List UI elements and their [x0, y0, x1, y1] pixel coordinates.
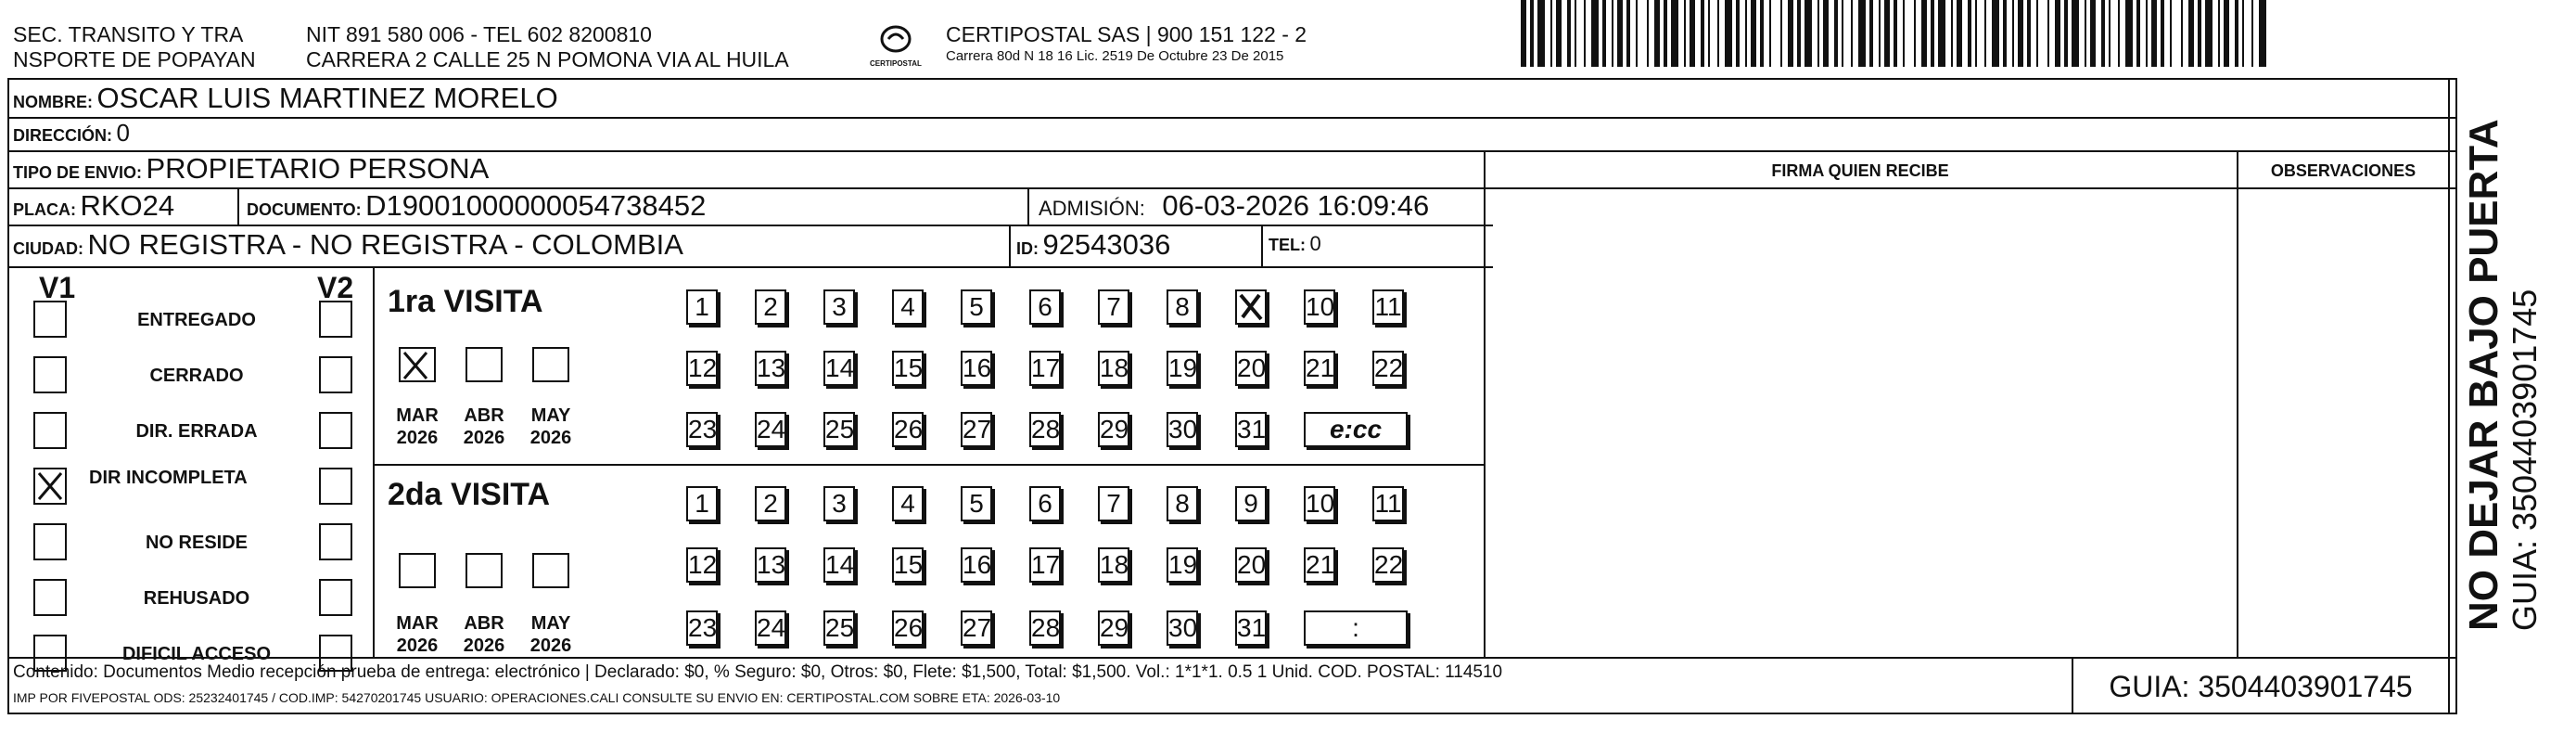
barcode-bar [1817, 0, 1819, 67]
first-visit-day[interactable]: 20 [1235, 351, 1267, 386]
status-v2-checkbox[interactable] [319, 356, 352, 393]
status-v1-checkbox[interactable] [33, 523, 67, 560]
barcode-bar [1736, 0, 1740, 67]
barcode-bar [1823, 0, 1829, 67]
first-visit-day[interactable]: 11 [1372, 289, 1404, 325]
first-visit-day[interactable] [1235, 289, 1267, 325]
first-visit-day[interactable]: 19 [1167, 351, 1198, 386]
barcode-bar [1575, 0, 1576, 67]
observaciones-header: OBSERVACIONES [2270, 161, 2417, 180]
second-visit-day[interactable]: 22 [1372, 547, 1404, 583]
barcode-bar [1992, 0, 1999, 67]
barcode-bar [1708, 0, 1710, 67]
tel-value: 0 [1309, 232, 1321, 255]
status-label: REHUSADO [143, 588, 250, 609]
firma-header: FIRMA QUIEN RECIBE [1771, 161, 1949, 180]
month-first-checkbox[interactable] [399, 347, 436, 382]
barcode-bar [1780, 0, 1782, 67]
nombre-label: NOMBRE: [13, 93, 93, 111]
second-visit-day[interactable]: 15 [892, 547, 924, 583]
nombre-value: OSCAR LUIS MARTINEZ MORELO [96, 82, 558, 114]
side-text [2462, 111, 2544, 631]
first-visit-day[interactable]: 7 [1098, 289, 1129, 325]
barcode-bar [2036, 0, 2038, 67]
barcode-bar [1537, 0, 1545, 67]
first-visit-day[interactable]: 21 [1304, 351, 1335, 386]
ciudad-value: NO REGISTRA - NO REGISTRA - COLOMBIA [87, 228, 683, 261]
barcode-bar [2151, 0, 2157, 67]
barcode-bar [2012, 0, 2014, 67]
month-first-checkbox[interactable] [532, 347, 569, 382]
first-visit-day[interactable]: 27 [961, 412, 992, 447]
barcode-bar [2003, 0, 2007, 67]
status-label: DIR INCOMPLETA [89, 468, 248, 488]
barcode-bar [1591, 0, 1599, 67]
barcode-bar [2018, 0, 2023, 67]
barcode-bar [2090, 0, 2096, 67]
barcode-bar [1842, 0, 1843, 67]
first-visit-day[interactable]: 13 [755, 351, 786, 386]
barcode-bar [2218, 0, 2220, 67]
barcode-bar [2047, 0, 2049, 67]
first-visit-day[interactable]: 2 [755, 289, 786, 325]
admision-label: ADMISIÓN: [1039, 197, 1145, 220]
tipo-value: PROPIETARIO PERSONA [146, 152, 490, 185]
first-visit-day[interactable]: 3 [823, 289, 855, 325]
footer-guia: GUIA: 3504403901745 [2109, 670, 2413, 703]
barcode-bar [1664, 0, 1667, 67]
first-visit-day[interactable]: 25 [823, 412, 855, 447]
barcode-bar [2170, 0, 2172, 67]
footer-contenido: Contenido: Documentos Medio recepción prueba de entrega: electrónico | Declarado: $0, % Seguro: $0, Otros: $0, Flete: $1,500, Total: $1,500. Vol.: 1*1*1. 0.5 1 Unid. COD. POSTAL: 114510 [13, 662, 1503, 682]
month-label: MAR 2026 [396, 613, 439, 656]
barcode-bar [2118, 0, 2120, 67]
barcode-bar [1957, 0, 1962, 67]
barcode-bar [1654, 0, 1660, 67]
status-v2-checkbox[interactable] [319, 579, 352, 616]
barcode-bar [1858, 0, 1866, 67]
barcode-bar [2198, 0, 2201, 67]
sender-line-2: NSPORTE DE POPAYAN [13, 47, 256, 71]
barcode-bar [1684, 0, 1686, 67]
side-warning: NO DEJAR BAJO PUERTA [2461, 119, 2506, 631]
status-v1-checkbox[interactable] [33, 301, 67, 338]
barcode-bar [1671, 0, 1678, 67]
barcode-bar [1903, 0, 1905, 67]
second-visit-day[interactable]: 18 [1098, 547, 1129, 583]
tel-field [1269, 232, 1321, 256]
second-visit-day[interactable]: 12 [686, 547, 718, 583]
barcode-bar [2055, 0, 2060, 67]
admision-field [1039, 189, 1429, 223]
barcode-bar [2136, 0, 2140, 67]
carrier-line-1: CERTIPOSTAL SAS | 900 151 122 - 2 [946, 22, 1307, 46]
barcode-bar [2224, 0, 2229, 67]
barcode-bar [1984, 0, 1986, 67]
barcode-bar [1717, 0, 1719, 67]
barcode-bar [2188, 0, 2194, 67]
second-visit-day[interactable]: 26 [892, 610, 924, 646]
first-visit-day[interactable]: 24 [755, 412, 786, 447]
placa-field [13, 189, 174, 223]
status-v1-checkbox[interactable] [33, 356, 67, 393]
barcode-bar [1894, 0, 1897, 67]
tel-label: TEL: [1269, 236, 1306, 254]
barcode-bar [2101, 0, 2105, 67]
side-guia: GUIA: 3504403901745 [2506, 289, 2544, 631]
first-visit-day[interactable]: 16 [961, 351, 992, 386]
month-label: ABR 2026 [463, 613, 505, 656]
second-visit-day[interactable]: 21 [1304, 547, 1335, 583]
first-visit-day[interactable]: 4 [892, 289, 924, 325]
second-visit-day[interactable]: 29 [1098, 610, 1129, 646]
barcode-bar [1626, 0, 1630, 67]
barcode-bar [1834, 0, 1838, 67]
status-v2-checkbox[interactable] [319, 523, 352, 560]
barcode-bar [2259, 0, 2266, 67]
barcode-bar [2242, 0, 2244, 67]
first-visit-day[interactable]: 12 [686, 351, 718, 386]
barcode-bar [1647, 0, 1649, 67]
barcode-bar [1804, 0, 1812, 67]
month-first-checkbox[interactable] [465, 347, 503, 382]
documento-label: DOCUMENTO: [247, 200, 362, 219]
nombre-field [13, 82, 558, 115]
barcode-bar [1751, 0, 1756, 67]
barcode-bar [1951, 0, 1953, 67]
placa-value: RKO24 [80, 189, 175, 222]
first-visit-day[interactable]: 30 [1167, 412, 1198, 447]
first-visit-day[interactable]: 1 [686, 289, 718, 325]
barcode-bar [1921, 0, 1927, 67]
first-visit-time[interactable]: e:cc [1304, 412, 1408, 447]
second-visit-day[interactable]: 19 [1167, 547, 1198, 583]
barcode-bar [1617, 0, 1623, 67]
placa-label: PLACA: [13, 200, 76, 219]
first-visit-day[interactable]: 28 [1029, 412, 1061, 447]
barcode-bar [1769, 0, 1771, 67]
status-v1-checkbox[interactable] [33, 412, 67, 449]
status-label: ENTREGADO [137, 310, 256, 330]
documento-value: D19001000000054738452 [365, 189, 707, 222]
status-label: DIR. ERRADA [135, 421, 258, 442]
month-label: MAY 2026 [529, 405, 572, 448]
barcode-bar [2251, 0, 2253, 67]
second-visit-time[interactable]: : [1304, 610, 1408, 646]
second-visit-day[interactable]: 7 [1098, 486, 1129, 521]
barcode-bar [1690, 0, 1695, 67]
barcode-bar [1612, 0, 1613, 67]
v1-label: V1 [39, 271, 76, 304]
second-visit-title: 2da VISITA [388, 477, 551, 512]
second-visit-day[interactable]: 24 [755, 610, 786, 646]
barcode-bar [1975, 0, 1977, 67]
id-field [1016, 228, 1170, 262]
first-visit-day[interactable]: 23 [686, 412, 718, 447]
month-second-checkbox[interactable] [399, 553, 436, 588]
carrier-logo [870, 20, 922, 71]
second-visit-day[interactable]: 27 [961, 610, 992, 646]
barcode-bar [2027, 0, 2031, 67]
barcode-bar [1797, 0, 1801, 67]
first-visit-day[interactable]: 6 [1029, 289, 1061, 325]
first-visit-day[interactable]: 14 [823, 351, 855, 386]
nit-line-2: CARRERA 2 CALLE 25 N POMONA VIA AL HUILA [306, 47, 789, 71]
status-v1-checkbox[interactable] [33, 468, 67, 505]
barcode-bar [1938, 0, 1945, 67]
id-value: 92543036 [1042, 228, 1171, 261]
direccion-field [13, 119, 130, 148]
status-label: NO RESIDE [145, 533, 249, 553]
barcode-bar [1884, 0, 1890, 67]
barcode-bar [1636, 0, 1638, 67]
second-visit-day[interactable]: 28 [1029, 610, 1061, 646]
second-visit-day[interactable]: 30 [1167, 610, 1198, 646]
second-visit-day[interactable]: 6 [1029, 486, 1061, 521]
barcode-bar [1567, 0, 1571, 67]
barcode [1521, 0, 2263, 67]
barcode-bar [1602, 0, 1606, 67]
sender-block [13, 22, 256, 72]
barcode-bar [1521, 0, 1526, 67]
barcode-bar [1968, 0, 1971, 67]
barcode-bar [2181, 0, 2183, 67]
second-visit-day[interactable]: 2 [755, 486, 786, 521]
nit-line-1: NIT 891 580 006 - TEL 602 8200810 [306, 22, 652, 46]
first-visit-day[interactable]: 10 [1304, 289, 1335, 325]
month-label: MAR 2026 [396, 405, 439, 448]
carrier-block [946, 22, 1307, 66]
second-visit-day[interactable]: 16 [961, 547, 992, 583]
status-v2-checkbox[interactable] [319, 412, 352, 449]
second-visit-day[interactable]: 11 [1372, 486, 1404, 521]
second-visit-day[interactable]: 31 [1235, 610, 1267, 646]
barcode-bar [1556, 0, 1562, 67]
carrier-line-2: Carrera 80d N 18 16 Lic. 2519 De Octubre 23 De 2015 [946, 48, 1284, 64]
admision-value: 06-03-2026 16:09:46 [1162, 189, 1430, 222]
second-visit-day[interactable]: 13 [755, 547, 786, 583]
ciudad-label: CIUDAD: [13, 239, 83, 258]
barcode-bar [2109, 0, 2111, 67]
barcode-bar [2205, 0, 2213, 67]
nit-block [306, 22, 789, 72]
ciudad-field [13, 228, 683, 262]
barcode-bar [2235, 0, 2238, 67]
barcode-bar [1701, 0, 1704, 67]
second-visit-day[interactable]: 10 [1304, 486, 1335, 521]
month-second-checkbox[interactable] [465, 553, 503, 588]
second-visit-day[interactable]: 14 [823, 547, 855, 583]
first-visit-day[interactable]: 5 [961, 289, 992, 325]
first-visit-day[interactable]: 8 [1167, 289, 1198, 325]
sender-line-1: SEC. TRANSITO Y TRA [13, 22, 244, 46]
first-visit-day[interactable]: 29 [1098, 412, 1129, 447]
month-label: MAY 2026 [529, 613, 572, 656]
footer-imp: IMP POR FIVEPOSTAL ODS: 25232401745 / COD.IMP: 54270201745 USUARIO: OPERACIONES.CALI CONSULTE SU ENVIO EN: CERTIPOSTAL.COM SOBRE ETA: 2026-03-10 [13, 690, 1061, 705]
barcode-bar [2146, 0, 2148, 67]
documento-field [247, 189, 706, 223]
v2-label: V2 [317, 271, 354, 304]
second-visit-day[interactable]: 3 [823, 486, 855, 521]
second-visit-day[interactable]: 17 [1029, 547, 1061, 583]
barcode-bar [2161, 0, 2164, 67]
barcode-bar [1584, 0, 1586, 67]
first-visit-title: 1ra VISITA [388, 284, 543, 319]
status-v2-checkbox[interactable] [319, 468, 352, 505]
barcode-bar [1550, 0, 1552, 67]
month-second-checkbox[interactable] [532, 553, 569, 588]
first-visit-day[interactable]: 15 [892, 351, 924, 386]
tipo-label: TIPO DE ENVIO: [13, 163, 143, 182]
barcode-bar [1760, 0, 1764, 67]
first-visit-day[interactable]: 17 [1029, 351, 1061, 386]
month-label: ABR 2026 [463, 405, 505, 448]
second-visit-day[interactable]: 1 [686, 486, 718, 521]
barcode-bar [1725, 0, 1732, 67]
tipo-field [13, 152, 489, 186]
status-label: CERRADO [149, 366, 244, 386]
barcode-bar [1745, 0, 1747, 67]
barcode-bar [1788, 0, 1793, 67]
status-label: DIFICIL ACCESO [121, 644, 271, 664]
first-visit-day[interactable]: 18 [1098, 351, 1129, 386]
barcode-bar [1869, 0, 1873, 67]
second-visit-day[interactable]: 4 [892, 486, 924, 521]
direccion-value: 0 [116, 119, 130, 147]
status-v2-checkbox[interactable] [319, 301, 352, 338]
barcode-bar [2125, 0, 2133, 67]
id-label: ID: [1016, 239, 1039, 258]
second-visit-day[interactable]: 25 [823, 610, 855, 646]
first-visit-day[interactable]: 31 [1235, 412, 1267, 447]
barcode-bar [1914, 0, 1916, 67]
barcode-bar [1931, 0, 1934, 67]
barcode-bar [2085, 0, 2086, 67]
first-visit-day[interactable]: 22 [1372, 351, 1404, 386]
logo-text: CERTIPOSTAL [870, 59, 922, 68]
second-visit-day[interactable]: 20 [1235, 547, 1267, 583]
status-v1-checkbox[interactable] [33, 579, 67, 616]
second-visit-day[interactable]: 8 [1167, 486, 1198, 521]
barcode-bar [2064, 0, 2068, 67]
second-visit-day[interactable]: 5 [961, 486, 992, 521]
second-visit-day[interactable]: 23 [686, 610, 718, 646]
direccion-label: DIRECCIÓN: [13, 126, 112, 145]
barcode-bar [1851, 0, 1853, 67]
first-visit-day[interactable]: 26 [892, 412, 924, 447]
barcode-bar [2072, 0, 2079, 67]
second-visit-day[interactable]: 9 [1235, 486, 1267, 521]
barcode-bar [1879, 0, 1881, 67]
barcode-bar [1530, 0, 1534, 67]
